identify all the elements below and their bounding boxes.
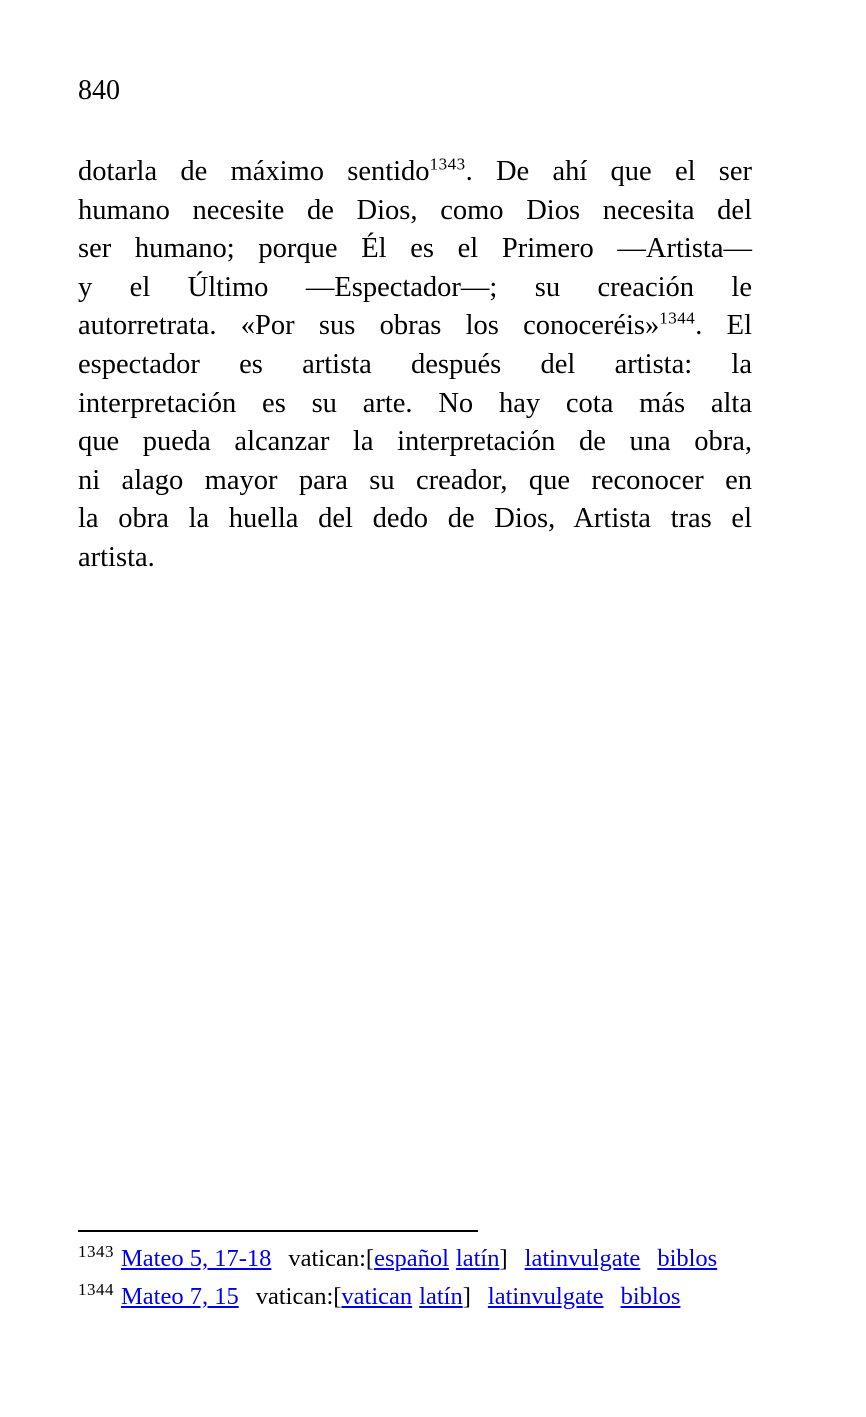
line-text: que pueda alcanzar la interpretación de una obra, — [78, 426, 752, 458]
line-text: ni alago mayor para su creador, que reconocer en — [78, 464, 752, 496]
paragraph-line — [78, 462, 752, 501]
footnote-separator — [78, 1230, 478, 1232]
footnote-source-prefix: vatican:[ — [255, 1283, 342, 1310]
footnote-number: 1343 — [78, 1241, 114, 1261]
footnote-link-vatican[interactable]: vatican — [341, 1283, 413, 1310]
footnote-link-latinvulgate[interactable]: latinvulgate — [487, 1283, 604, 1310]
footnote-bracket-close: ] — [499, 1245, 508, 1272]
paragraph-line — [78, 500, 752, 539]
line-text: interpretación es su arte. No hay cota más alta — [78, 387, 752, 419]
paragraph-line — [78, 385, 752, 424]
line-text: . De ahí que el ser — [465, 156, 753, 187]
paragraph-line — [78, 307, 752, 346]
footnote-link-biblos[interactable]: biblos — [657, 1245, 718, 1272]
line-text: artista. — [78, 541, 155, 573]
footnote-link-espanol[interactable]: español — [374, 1245, 449, 1272]
line-text: autorretrata. «Por sus obras los conoceréis» — [78, 310, 660, 342]
paragraph-line — [78, 346, 752, 385]
footnote-number: 1344 — [78, 1279, 114, 1299]
line-text: ser humano; porque Él es el Primero —Artista— — [78, 233, 752, 265]
page-number: 840 — [78, 75, 120, 106]
line-text: dotarla de máximo sentido — [78, 156, 430, 187]
paragraph-line — [78, 539, 752, 578]
footnote-link-latin[interactable]: latín — [419, 1283, 463, 1310]
line-text: espectador es artista después del artista: la — [78, 348, 752, 380]
paragraph-line — [78, 230, 752, 269]
paragraph — [78, 153, 752, 578]
footnote-1344 — [78, 1278, 778, 1316]
line-text: la obra la huella del dedo de Dios, Artista tras el — [78, 503, 752, 535]
footnotes — [78, 1240, 778, 1316]
footnote-link-latinvulgate[interactable]: latinvulgate — [524, 1245, 641, 1272]
footnote-link-biblos[interactable]: biblos — [620, 1283, 681, 1310]
paragraph-line — [78, 269, 752, 308]
paragraph-line — [78, 153, 752, 192]
line-text: . El — [695, 310, 752, 342]
paragraph-line — [78, 192, 752, 231]
footnote-bracket-close: ] — [462, 1283, 471, 1310]
footnote-source-prefix: vatican:[ — [288, 1245, 375, 1272]
line-text: humano necesite de Dios, como Dios necesita del — [78, 194, 752, 226]
paragraph-line — [78, 423, 752, 462]
line-text: y el Último —Espectador—; su creación le — [78, 271, 752, 303]
footnote-link-latin[interactable]: latín — [455, 1245, 500, 1272]
footnote-reference-link[interactable]: Mateo 7, 15 — [121, 1283, 239, 1310]
footnote-marker-1344: 1344 — [659, 308, 696, 328]
footnote-1343 — [78, 1240, 778, 1278]
footnote-reference-link[interactable]: Mateo 5, 17-18 — [121, 1245, 272, 1272]
footnote-marker-1343: 1343 — [429, 154, 466, 174]
